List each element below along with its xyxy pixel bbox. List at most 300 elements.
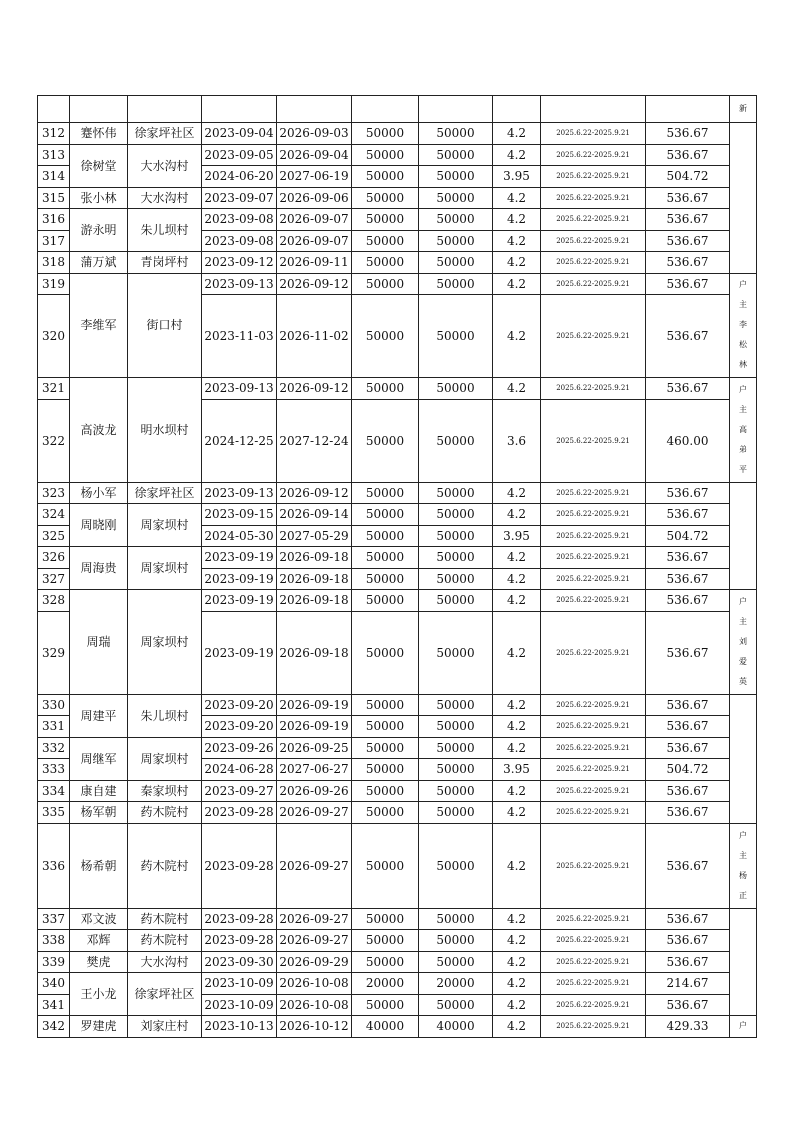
row-number: 315 — [38, 187, 70, 209]
village-name: 大水沟村 — [128, 187, 202, 209]
empty-cell — [419, 96, 493, 123]
borrower-name: 康自建 — [70, 780, 128, 802]
loan-end-date: 2026-09-29 — [277, 951, 352, 973]
loan-amount: 50000 — [352, 209, 419, 231]
table-row — [38, 547, 757, 569]
subsidy-interest: 536.67 — [646, 823, 730, 908]
village-name: 周家坝村 — [128, 590, 202, 695]
loan-amount: 50000 — [352, 166, 419, 188]
table-row — [38, 951, 757, 973]
loan-start-date: 2023-09-20 — [202, 694, 277, 716]
loan-end-date: 2026-10-08 — [277, 994, 352, 1016]
row-number: 333 — [38, 759, 70, 781]
row-number: 314 — [38, 166, 70, 188]
loan-end-date: 2026-09-14 — [277, 504, 352, 526]
borrower-name: 张小林 — [70, 187, 128, 209]
subsidy-period: 2025.6.22-2025.9.21 — [541, 547, 646, 569]
loan-end-date: 2026-09-07 — [277, 209, 352, 231]
subsidy-base: 50000 — [419, 780, 493, 802]
loan-amount: 50000 — [352, 547, 419, 569]
loan-start-date: 2023-09-05 — [202, 144, 277, 166]
note-cell — [730, 123, 757, 274]
table-body — [38, 96, 757, 1038]
subsidy-base: 50000 — [419, 187, 493, 209]
row-number: 332 — [38, 737, 70, 759]
subsidy-period: 2025.6.22-2025.9.21 — [541, 144, 646, 166]
loan-start-date: 2023-09-13 — [202, 482, 277, 504]
subsidy-interest: 536.67 — [646, 994, 730, 1016]
loan-amount: 20000 — [352, 973, 419, 995]
empty-cell — [38, 96, 70, 123]
loan-amount: 50000 — [352, 994, 419, 1016]
village-name: 药木院村 — [128, 930, 202, 952]
subsidy-interest: 536.67 — [646, 611, 730, 694]
table-row — [38, 973, 757, 995]
subsidy-period: 2025.6.22-2025.9.21 — [541, 951, 646, 973]
subsidy-period: 2025.6.22-2025.9.21 — [541, 823, 646, 908]
loan-end-date: 2026-09-27 — [277, 930, 352, 952]
loan-start-date: 2023-11-03 — [202, 295, 277, 378]
note-cell — [730, 378, 757, 483]
row-number: 328 — [38, 590, 70, 612]
note-cell — [730, 1016, 757, 1038]
subsidy-interest: 504.72 — [646, 759, 730, 781]
loan-start-date: 2023-10-09 — [202, 994, 277, 1016]
subsidy-interest: 536.67 — [646, 378, 730, 400]
subsidy-interest: 536.67 — [646, 568, 730, 590]
empty-cell — [128, 96, 202, 123]
subsidy-base: 50000 — [419, 694, 493, 716]
note-cell — [730, 273, 757, 378]
loan-amount: 50000 — [352, 908, 419, 930]
loan-end-date: 2026-09-19 — [277, 694, 352, 716]
table-row — [38, 1016, 757, 1038]
loan-start-date: 2023-09-08 — [202, 209, 277, 231]
subsidy-base: 50000 — [419, 611, 493, 694]
subsidy-base: 50000 — [419, 716, 493, 738]
village-name: 药木院村 — [128, 823, 202, 908]
row-number: 340 — [38, 973, 70, 995]
loan-start-date: 2023-09-28 — [202, 930, 277, 952]
row-number: 325 — [38, 525, 70, 547]
subsidy-base: 40000 — [419, 1016, 493, 1038]
borrower-name: 邓文波 — [70, 908, 128, 930]
subsidy-base: 50000 — [419, 378, 493, 400]
loan-amount: 50000 — [352, 780, 419, 802]
loan-end-date: 2026-10-12 — [277, 1016, 352, 1038]
subsidy-period: 2025.6.22-2025.9.21 — [541, 504, 646, 526]
row-number: 327 — [38, 568, 70, 590]
interest-rate: 4.2 — [493, 482, 541, 504]
subsidy-base: 50000 — [419, 930, 493, 952]
table-row — [38, 144, 757, 166]
subsidy-base: 50000 — [419, 994, 493, 1016]
interest-rate: 4.2 — [493, 802, 541, 824]
loan-end-date: 2027-06-19 — [277, 166, 352, 188]
subsidy-base: 50000 — [419, 166, 493, 188]
subsidy-period: 2025.6.22-2025.9.21 — [541, 399, 646, 482]
village-name: 刘家庄村 — [128, 1016, 202, 1038]
table-row — [38, 908, 757, 930]
row-number: 342 — [38, 1016, 70, 1038]
subsidy-interest: 536.67 — [646, 547, 730, 569]
subsidy-base: 50000 — [419, 209, 493, 231]
subsidy-period: 2025.6.22-2025.9.21 — [541, 590, 646, 612]
loan-amount: 50000 — [352, 525, 419, 547]
row-number: 335 — [38, 802, 70, 824]
subsidy-interest: 536.67 — [646, 482, 730, 504]
subsidy-interest: 536.67 — [646, 504, 730, 526]
subsidy-base: 50000 — [419, 504, 493, 526]
subsidy-base: 50000 — [419, 230, 493, 252]
loan-end-date: 2027-12-24 — [277, 399, 352, 482]
subsidy-interest: 536.67 — [646, 187, 730, 209]
interest-rate: 4.2 — [493, 547, 541, 569]
loan-end-date: 2026-09-18 — [277, 611, 352, 694]
loan-amount: 50000 — [352, 144, 419, 166]
loan-start-date: 2023-09-04 — [202, 123, 277, 145]
village-name: 周家坝村 — [128, 547, 202, 590]
row-number: 341 — [38, 994, 70, 1016]
interest-rate: 4.2 — [493, 973, 541, 995]
interest-rate: 4.2 — [493, 209, 541, 231]
village-name: 大水沟村 — [128, 144, 202, 187]
row-number: 316 — [38, 209, 70, 231]
table-row — [38, 590, 757, 612]
loan-amount: 50000 — [352, 823, 419, 908]
empty-cell — [352, 96, 419, 123]
loan-start-date: 2023-09-19 — [202, 568, 277, 590]
subsidy-interest: 536.67 — [646, 295, 730, 378]
row-number: 326 — [38, 547, 70, 569]
table-row — [38, 209, 757, 231]
subsidy-base: 50000 — [419, 123, 493, 145]
loan-end-date: 2026-09-27 — [277, 823, 352, 908]
loan-end-date: 2026-09-18 — [277, 568, 352, 590]
village-name: 青岗坪村 — [128, 252, 202, 274]
subsidy-interest: 536.67 — [646, 123, 730, 145]
loan-amount: 40000 — [352, 1016, 419, 1038]
interest-rate: 4.2 — [493, 144, 541, 166]
interest-rate: 4.2 — [493, 273, 541, 295]
subsidy-base: 20000 — [419, 973, 493, 995]
note-text: 户主刘爱英 — [739, 596, 747, 686]
subsidy-interest: 536.67 — [646, 230, 730, 252]
loan-start-date: 2023-09-19 — [202, 611, 277, 694]
loan-end-date: 2026-09-12 — [277, 378, 352, 400]
subsidy-interest: 536.67 — [646, 737, 730, 759]
subsidy-period: 2025.6.22-2025.9.21 — [541, 759, 646, 781]
loan-amount: 50000 — [352, 123, 419, 145]
loan-amount: 50000 — [352, 590, 419, 612]
row-number: 339 — [38, 951, 70, 973]
village-name: 朱儿坝村 — [128, 209, 202, 252]
subsidy-base: 50000 — [419, 295, 493, 378]
subsidy-period: 2025.6.22-2025.9.21 — [541, 568, 646, 590]
loan-amount: 50000 — [352, 399, 419, 482]
row-number: 319 — [38, 273, 70, 295]
subsidy-interest: 536.67 — [646, 780, 730, 802]
subsidy-base: 50000 — [419, 399, 493, 482]
loan-amount: 50000 — [352, 252, 419, 274]
loan-amount: 50000 — [352, 737, 419, 759]
note-cell — [730, 694, 757, 823]
subsidy-base: 50000 — [419, 547, 493, 569]
subsidy-base: 50000 — [419, 590, 493, 612]
loan-end-date: 2026-09-26 — [277, 780, 352, 802]
loan-start-date: 2024-12-25 — [202, 399, 277, 482]
loan-start-date: 2023-09-13 — [202, 273, 277, 295]
row-number: 329 — [38, 611, 70, 694]
subsidy-period: 2025.6.22-2025.9.21 — [541, 973, 646, 995]
table-row — [38, 187, 757, 209]
loan-end-date: 2026-09-27 — [277, 802, 352, 824]
subsidy-base: 50000 — [419, 525, 493, 547]
loan-start-date: 2023-09-07 — [202, 187, 277, 209]
borrower-name: 杨希朝 — [70, 823, 128, 908]
loan-start-date: 2023-09-28 — [202, 908, 277, 930]
subsidy-period: 2025.6.22-2025.9.21 — [541, 482, 646, 504]
row-number: 312 — [38, 123, 70, 145]
subsidy-period: 2025.6.22-2025.9.21 — [541, 273, 646, 295]
empty-cell — [493, 96, 541, 123]
subsidy-interest: 536.67 — [646, 144, 730, 166]
note-cell — [730, 823, 757, 908]
interest-rate: 4.2 — [493, 295, 541, 378]
empty-cell — [541, 96, 646, 123]
table-row — [38, 694, 757, 716]
row-number: 337 — [38, 908, 70, 930]
note-text: 户主李松林 — [739, 280, 747, 370]
loan-amount: 50000 — [352, 187, 419, 209]
loan-start-date: 2023-09-13 — [202, 378, 277, 400]
subsidy-interest: 214.67 — [646, 973, 730, 995]
subsidy-interest: 536.67 — [646, 930, 730, 952]
loan-end-date: 2026-09-12 — [277, 273, 352, 295]
table-row — [38, 378, 757, 400]
subsidy-base: 50000 — [419, 908, 493, 930]
loan-end-date: 2026-10-08 — [277, 973, 352, 995]
loan-end-date: 2026-09-27 — [277, 908, 352, 930]
row-number: 320 — [38, 295, 70, 378]
subsidy-base: 50000 — [419, 252, 493, 274]
loan-amount: 50000 — [352, 930, 419, 952]
subsidy-period: 2025.6.22-2025.9.21 — [541, 994, 646, 1016]
interest-rate: 3.95 — [493, 759, 541, 781]
subsidy-base: 50000 — [419, 737, 493, 759]
loan-end-date: 2026-09-06 — [277, 187, 352, 209]
borrower-name: 杨小军 — [70, 482, 128, 504]
loan-end-date: 2026-09-04 — [277, 144, 352, 166]
loan-amount: 50000 — [352, 568, 419, 590]
interest-rate: 3.95 — [493, 166, 541, 188]
loan-interest-table — [37, 95, 757, 1038]
subsidy-interest: 429.33 — [646, 1016, 730, 1038]
village-name: 秦家坝村 — [128, 780, 202, 802]
interest-rate: 4.2 — [493, 694, 541, 716]
loan-start-date: 2023-09-20 — [202, 716, 277, 738]
loan-end-date: 2026-11-02 — [277, 295, 352, 378]
subsidy-period: 2025.6.22-2025.9.21 — [541, 930, 646, 952]
subsidy-interest: 536.67 — [646, 908, 730, 930]
borrower-name: 游永明 — [70, 209, 128, 252]
village-name: 药木院村 — [128, 908, 202, 930]
loan-end-date: 2026-09-03 — [277, 123, 352, 145]
subsidy-interest: 536.67 — [646, 716, 730, 738]
loan-amount: 50000 — [352, 273, 419, 295]
subsidy-period: 2025.6.22-2025.9.21 — [541, 166, 646, 188]
subsidy-period: 2025.6.22-2025.9.21 — [541, 123, 646, 145]
borrower-name: 蒲万斌 — [70, 252, 128, 274]
note-text: 户主高弟平 — [739, 384, 747, 474]
interest-rate: 4.2 — [493, 378, 541, 400]
subsidy-base: 50000 — [419, 482, 493, 504]
subsidy-interest: 504.72 — [646, 525, 730, 547]
borrower-name: 王小龙 — [70, 973, 128, 1016]
subsidy-period: 2025.6.22-2025.9.21 — [541, 611, 646, 694]
interest-rate: 4.2 — [493, 123, 541, 145]
empty-cell — [646, 96, 730, 123]
row-number: 334 — [38, 780, 70, 802]
interest-rate: 4.2 — [493, 504, 541, 526]
interest-rate: 4.2 — [493, 994, 541, 1016]
interest-rate: 4.2 — [493, 930, 541, 952]
subsidy-period: 2025.6.22-2025.9.21 — [541, 525, 646, 547]
row-number: 330 — [38, 694, 70, 716]
subsidy-interest: 536.67 — [646, 252, 730, 274]
note-cell — [730, 482, 757, 590]
subsidy-period: 2025.6.22-2025.9.21 — [541, 908, 646, 930]
subsidy-interest: 536.67 — [646, 209, 730, 231]
empty-cell — [277, 96, 352, 123]
village-name: 朱儿坝村 — [128, 694, 202, 737]
subsidy-interest: 460.00 — [646, 399, 730, 482]
village-name: 明水坝村 — [128, 378, 202, 483]
loan-start-date: 2024-06-28 — [202, 759, 277, 781]
subsidy-period: 2025.6.22-2025.9.21 — [541, 230, 646, 252]
loan-amount: 50000 — [352, 482, 419, 504]
row-number: 317 — [38, 230, 70, 252]
subsidy-period: 2025.6.22-2025.9.21 — [541, 716, 646, 738]
subsidy-interest: 536.67 — [646, 590, 730, 612]
row-number: 323 — [38, 482, 70, 504]
borrower-name: 周建平 — [70, 694, 128, 737]
subsidy-interest: 536.67 — [646, 694, 730, 716]
row-number: 338 — [38, 930, 70, 952]
interest-rate: 4.2 — [493, 252, 541, 274]
village-name: 周家坝村 — [128, 504, 202, 547]
village-name: 药木院村 — [128, 802, 202, 824]
loan-amount: 50000 — [352, 611, 419, 694]
row-number: 318 — [38, 252, 70, 274]
loan-end-date: 2027-06-27 — [277, 759, 352, 781]
table-row — [38, 802, 757, 824]
borrower-name: 周继军 — [70, 737, 128, 780]
subsidy-base: 50000 — [419, 144, 493, 166]
loan-start-date: 2023-09-08 — [202, 230, 277, 252]
subsidy-period: 2025.6.22-2025.9.21 — [541, 295, 646, 378]
borrower-name: 周晓刚 — [70, 504, 128, 547]
borrower-name: 杨军朝 — [70, 802, 128, 824]
loan-start-date: 2023-10-09 — [202, 973, 277, 995]
loan-end-date: 2026-09-12 — [277, 482, 352, 504]
loan-start-date: 2023-09-28 — [202, 802, 277, 824]
empty-cell — [70, 96, 128, 123]
loan-end-date: 2026-09-18 — [277, 590, 352, 612]
village-name: 街口村 — [128, 273, 202, 378]
table-row — [38, 482, 757, 504]
subsidy-period: 2025.6.22-2025.9.21 — [541, 737, 646, 759]
note-cell — [730, 908, 757, 1016]
subsidy-period: 2025.6.22-2025.9.21 — [541, 209, 646, 231]
subsidy-base: 50000 — [419, 273, 493, 295]
loan-start-date: 2023-10-13 — [202, 1016, 277, 1038]
table-row — [38, 273, 757, 295]
table-row — [38, 123, 757, 145]
village-name: 大水沟村 — [128, 951, 202, 973]
interest-rate: 4.2 — [493, 908, 541, 930]
note-text: 户 — [739, 1021, 747, 1031]
table-row — [38, 252, 757, 274]
borrower-name: 蹇怀伟 — [70, 123, 128, 145]
subsidy-base: 50000 — [419, 759, 493, 781]
row-number: 331 — [38, 716, 70, 738]
interest-rate: 4.2 — [493, 590, 541, 612]
subsidy-period: 2025.6.22-2025.9.21 — [541, 694, 646, 716]
interest-rate: 3.95 — [493, 525, 541, 547]
loan-end-date: 2026-09-07 — [277, 230, 352, 252]
village-name: 徐家坪社区 — [128, 123, 202, 145]
loan-end-date: 2026-09-18 — [277, 547, 352, 569]
loan-amount: 50000 — [352, 230, 419, 252]
borrower-name: 周海贵 — [70, 547, 128, 590]
interest-rate: 3.6 — [493, 399, 541, 482]
loan-end-date: 2027-05-29 — [277, 525, 352, 547]
interest-rate: 4.2 — [493, 737, 541, 759]
interest-rate: 4.2 — [493, 568, 541, 590]
loan-amount: 50000 — [352, 716, 419, 738]
table-row — [38, 737, 757, 759]
table-row — [38, 780, 757, 802]
row-number: 313 — [38, 144, 70, 166]
interest-rate: 4.2 — [493, 780, 541, 802]
loan-end-date: 2026-09-19 — [277, 716, 352, 738]
loan-start-date: 2024-05-30 — [202, 525, 277, 547]
village-name: 周家坝村 — [128, 737, 202, 780]
interest-rate: 4.2 — [493, 716, 541, 738]
subsidy-period: 2025.6.22-2025.9.21 — [541, 187, 646, 209]
borrower-name: 罗建虎 — [70, 1016, 128, 1038]
subsidy-interest: 536.67 — [646, 273, 730, 295]
loan-amount: 50000 — [352, 504, 419, 526]
table-row — [38, 504, 757, 526]
subsidy-period: 2025.6.22-2025.9.21 — [541, 378, 646, 400]
interest-rate: 4.2 — [493, 823, 541, 908]
subsidy-period: 2025.6.22-2025.9.21 — [541, 802, 646, 824]
loan-amount: 50000 — [352, 694, 419, 716]
loan-start-date: 2023-09-26 — [202, 737, 277, 759]
subsidy-base: 50000 — [419, 951, 493, 973]
subsidy-base: 50000 — [419, 802, 493, 824]
interest-rate: 4.2 — [493, 187, 541, 209]
loan-start-date: 2023-09-28 — [202, 823, 277, 908]
loan-start-date: 2023-09-27 — [202, 780, 277, 802]
subsidy-period: 2025.6.22-2025.9.21 — [541, 1016, 646, 1038]
loan-start-date: 2023-09-12 — [202, 252, 277, 274]
subsidy-period: 2025.6.22-2025.9.21 — [541, 252, 646, 274]
subsidy-interest: 536.67 — [646, 951, 730, 973]
borrower-name: 邓辉 — [70, 930, 128, 952]
